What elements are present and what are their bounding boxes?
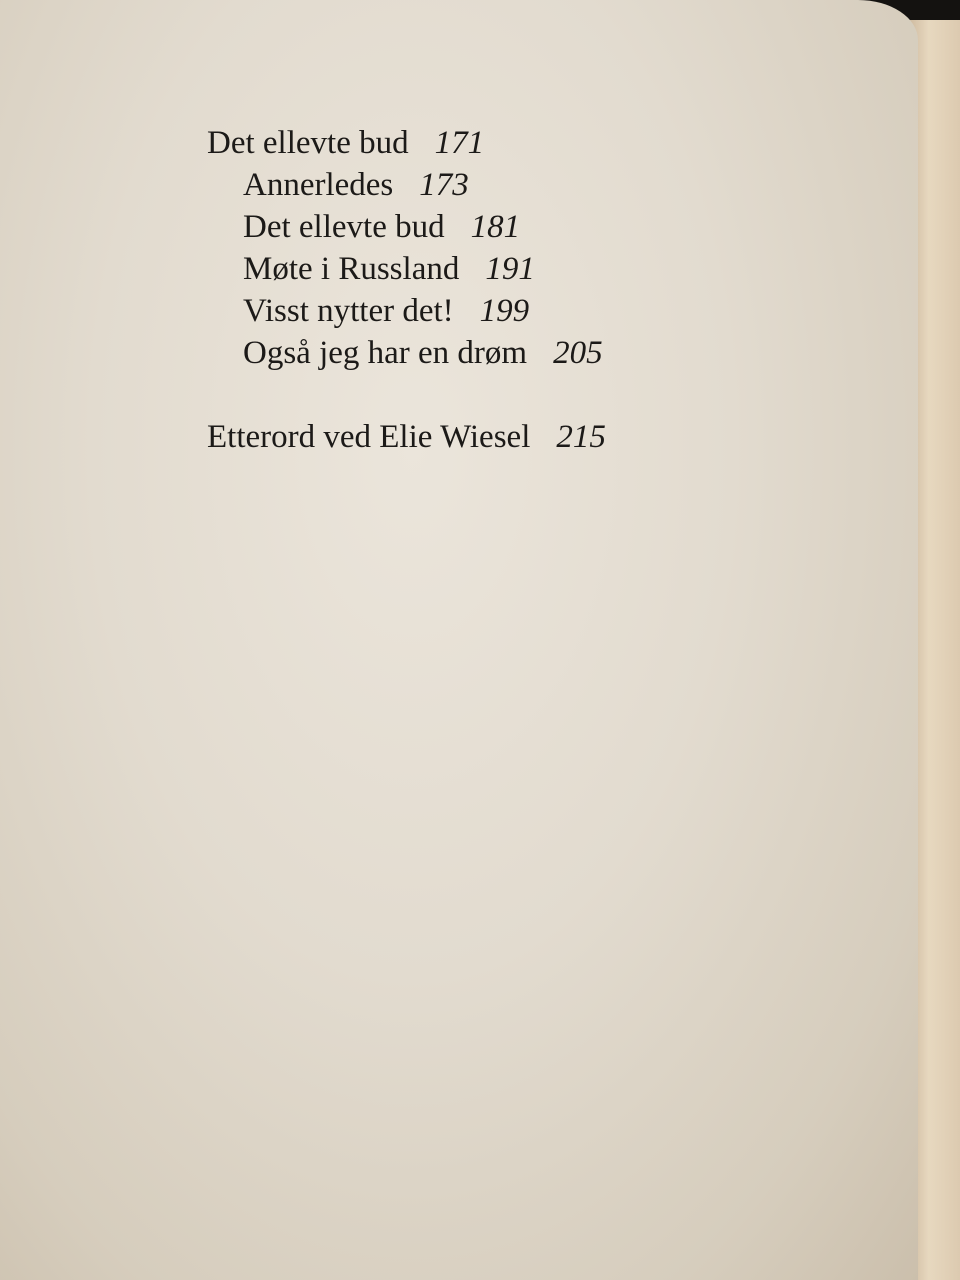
toc-entry-title: Visst nytter det!: [243, 293, 454, 329]
toc-entry-page: 199: [479, 293, 530, 329]
toc-entry-page: 191: [485, 251, 535, 287]
toc-entry-chapter: [207, 290, 606, 332]
toc-entry-title: Etterord ved Elie Wiesel: [207, 419, 531, 455]
toc-entry-page: 205: [553, 335, 603, 371]
toc-entry-section: [207, 122, 606, 164]
toc-entry-chapter: [207, 248, 606, 290]
table-of-contents: [207, 122, 606, 458]
toc-entry-title: Det ellevte bud: [207, 125, 409, 161]
toc-entry-title: Også jeg har en drøm: [243, 335, 528, 371]
toc-entry-title: Det ellevte bud: [243, 209, 445, 245]
toc-entry-chapter: [207, 206, 606, 248]
toc-spacer: [207, 374, 606, 416]
toc-entry-page: 171: [434, 125, 485, 161]
toc-entry-page: 215: [556, 419, 606, 455]
toc-entry-page: 173: [419, 167, 469, 203]
toc-entry-chapter: [207, 164, 606, 206]
toc-entry-page: 181: [470, 209, 521, 245]
toc-entry-title: Møte i Russland: [243, 251, 460, 287]
toc-entry-title: Annerledes: [243, 167, 394, 203]
toc-entry-chapter: [207, 332, 606, 374]
toc-entry-afterword: [207, 416, 606, 458]
